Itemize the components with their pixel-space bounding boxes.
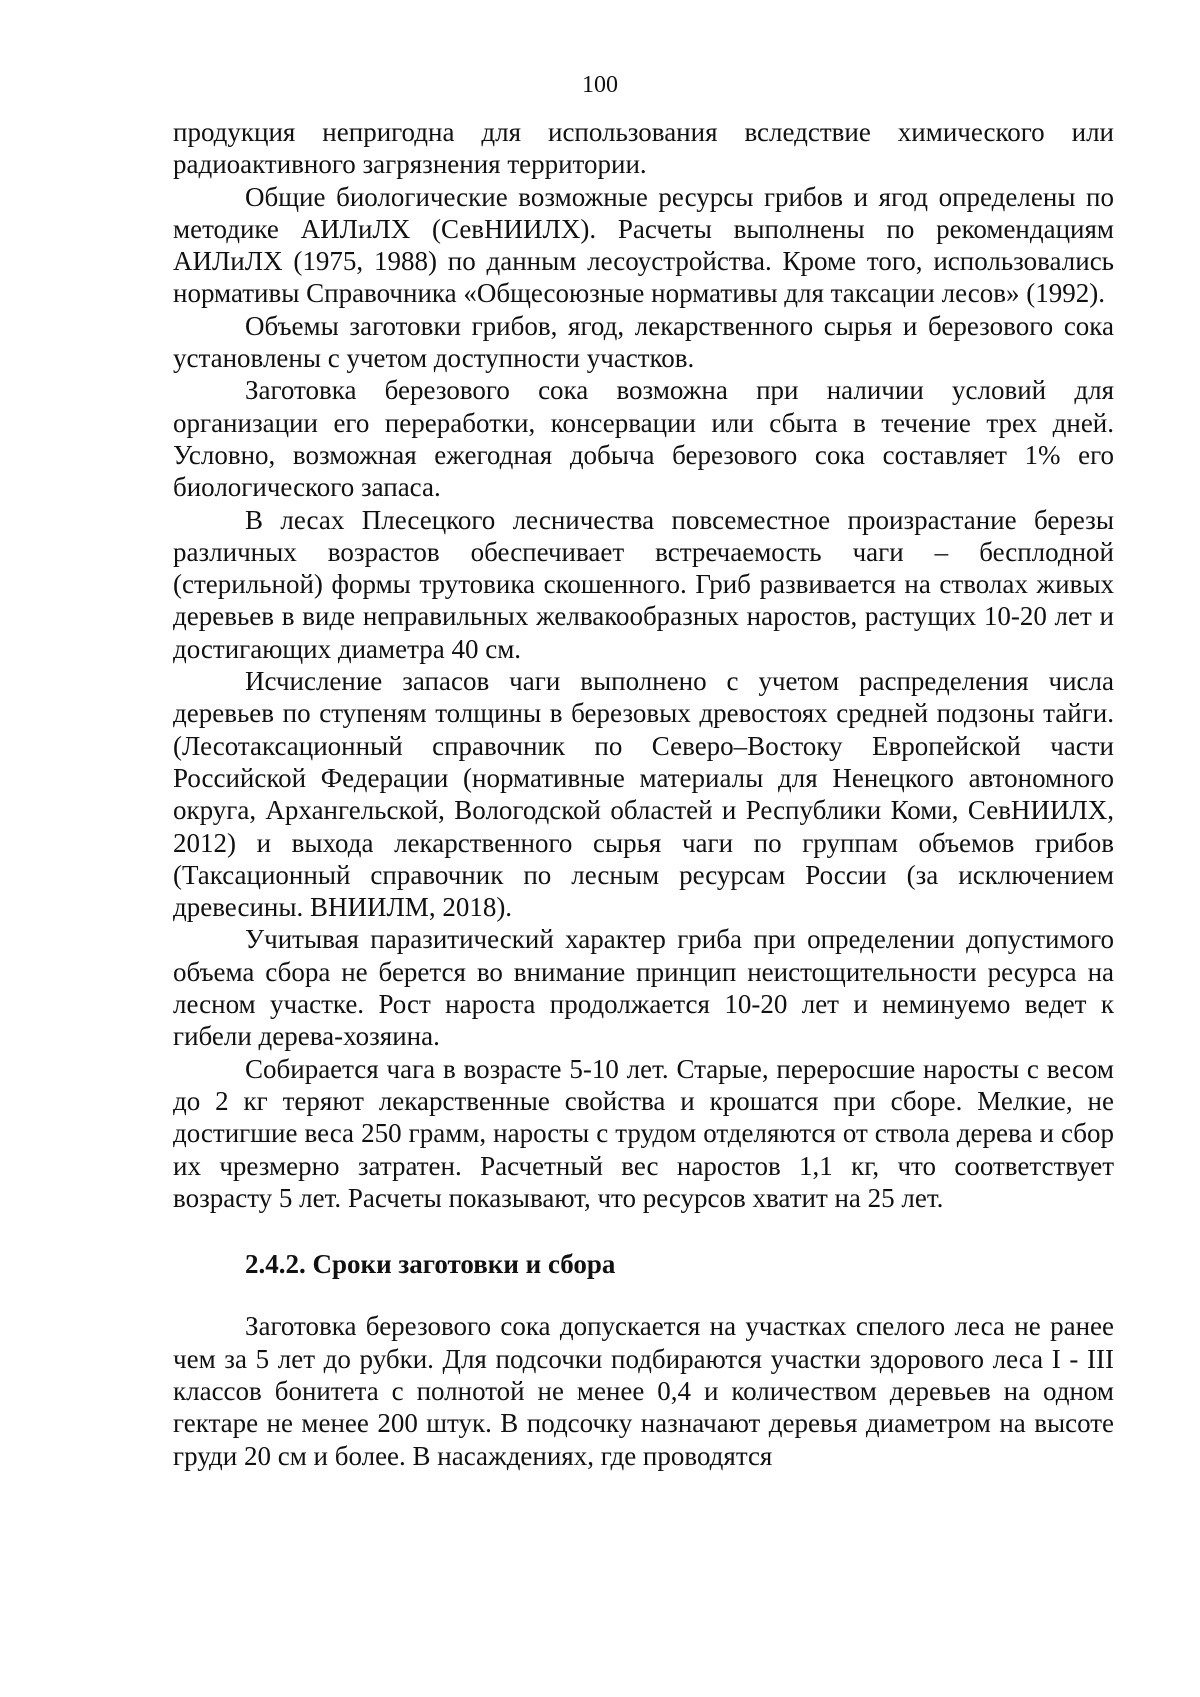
paragraph-chaga-parasitic: Учитывая паразитический характер гриба при определении допустимого объема сбора не берется во внимание принцип неистощительности ресурса на лесном участке. Рост нароста продолжается 10-20 лет и неминуемо ведет к гибели дерева-хозяина. xyxy=(173,924,1114,1052)
paragraph-continuation: продукция непригодна для использования вследствие химического или радиоактивного загрязнения территории. xyxy=(173,117,1114,180)
paragraph-harvest-volumes: Объемы заготовки грибов, ягод, лекарственного сырья и березового сока установлены с учетом доступности участков. xyxy=(173,310,1114,374)
paragraph-sap-harvest-terms: Заготовка березового сока допускается на участках спелого леса не ранее чем за 5 лет до рубки. Для подсочки подбираются участки здорового леса I - III классов бонитета с полнотой не менее 0,4 и количеством деревьев на одном гектаре не менее 200 штук. В подсочку назначают деревья диаметром на высоте груди 20 см и более. В насаждениях, где проводятся xyxy=(173,1311,1114,1471)
page-content xyxy=(173,116,1114,1472)
paragraph-chaga-calculation: Исчисление запасов чаги выполнено с учетом распределения числа деревьев по ступеням толщины в березовых древостоях средней подзоны тайги. (Лесотаксационный справочник по Северо–Востоку Европейской части Российской Федерации (нормативные материалы для Ненецкого автономного округа, Архангельской, Вологодской областей и Республики Коми, СевНИИЛХ, 2012) и выхода лекарственного сырья чаги по группам объемов грибов (Таксационный справочник по лесным ресурсам России (за исключением древесины. ВНИИЛМ, 2018). xyxy=(173,666,1114,923)
page-number: 100 xyxy=(582,72,618,98)
section-heading: 2.4.2. Сроки заготовки и сбора xyxy=(245,1249,616,1280)
paragraph-resources-methodology: Общие биологические возможные ресурсы грибов и ягод определены по методике АИЛиЛХ (СевНИИЛХ). Расчеты выполнены по рекомендациям АИЛиЛХ (1975, 1988) по данным лесоустройства. Кроме того, использовались нормативы Справочника «Общесоюзные нормативы для таксации лесов» (1992). xyxy=(173,181,1114,309)
paragraph-chaga-collection: Собирается чага в возрасте 5-10 лет. Старые, переросшие наросты с весом до 2 кг теряют лекарственные свойства и крошатся при сборе. Мелкие, не достигшие веса 250 грамм, наросты с трудом отделяются от ствола дерева и сбор их чрезмерно затратен. Расчетный вес наростов 1,1 кг, что соответствует возрасту 5 лет. Расчеты показывают, что ресурсов хватит на 25 лет. xyxy=(173,1053,1114,1213)
paragraph-chaga-occurrence: В лесах Плесецкого лесничества повсеместное произрастание березы различных возрастов обеспечивает встречаемость чаги – бесплодной (стерильной) формы трутовика скошенного. Гриб развивается на стволах живых деревьев в виде неправильных желвакообразных наростов, растущих 10-20 лет и достигающих диаметра 40 см. xyxy=(173,504,1114,664)
paragraph-birch-sap-conditions: Заготовка березового сока возможна при наличии условий для организации его переработки, консервации или сбыта в течение трех дней. Условно, возможная ежегодная добыча березового сока составляет 1% его биологического запаса. xyxy=(173,375,1114,503)
